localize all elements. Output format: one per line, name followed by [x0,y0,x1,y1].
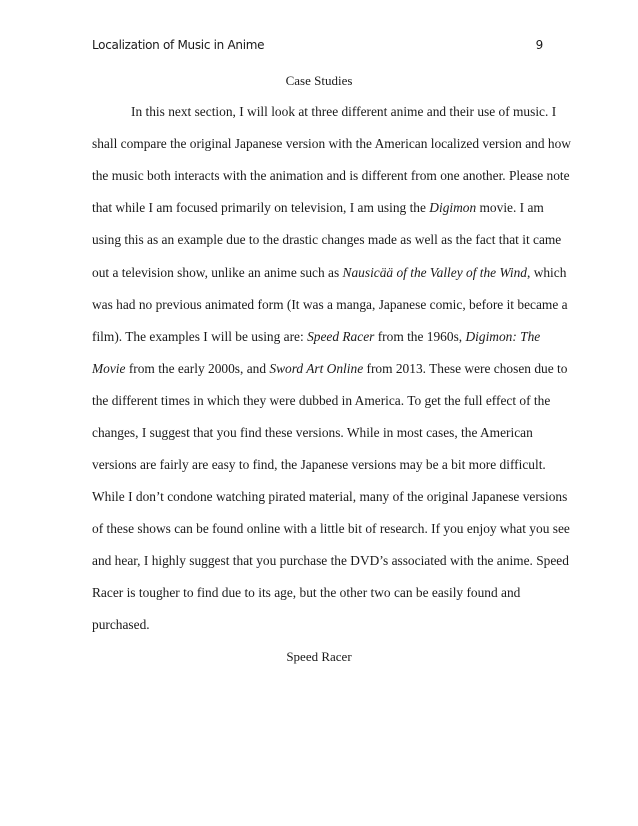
paragraph-line: using this as an example due to the drastic changes made as well as the fact that it came [92,232,562,247]
running-title: Localization of Music in Anime [92,38,265,52]
paragraph-line: and hear, I highly suggest that you purchase the DVD’s associated with the anime. Speed [92,553,569,568]
paragraph-line: the different times in which they were dubbed in America. To get the full effect of the [92,393,551,408]
paragraph-line: Movie from the early 2000s, and Sword Art Online from 2013. These were chosen due to [92,361,568,376]
paragraph-line: In this next section, I will look at three different anime and their use of music. I [131,104,557,119]
paragraph-line: of these shows can be found online with a little bit of research. If you enjoy what you see [92,521,570,536]
subsection-title: Speed Racer [286,649,352,664]
section-title: Case Studies [285,73,353,88]
paragraph-line: that while I am focused primarily on television, I am using the Digimon movie. I am [92,200,544,215]
paragraph-line: shall compare the original Japanese version with the American localized version and how [92,136,571,151]
paragraph-line: was had no previous animated form (It was a manga, Japanese comic, before it became a [92,297,568,312]
paragraph-line: While I don’t condone watching pirated material, many of the original Japanese versions [92,489,568,504]
paragraph-line: out a television show, unlike an anime such as Nausicää of the Valley of the Wind, which [92,265,567,280]
paragraph-line: film). The examples I will be using are: Speed Racer from the 1960s, Digimon: The [92,329,541,344]
running-header [92,37,546,53]
paragraph-line: Racer is tougher to find due to its age, but the other two can be easily found and [92,585,521,600]
paragraph-line: purchased. [92,617,150,632]
page-number: 9 [535,38,543,52]
paragraph-line: versions are fairly are easy to find, the Japanese versions may be a bit more difficult. [92,457,546,472]
paragraph-line: changes, I suggest that you find these versions. While in most cases, the American [92,425,533,440]
paragraph-line: the music both interacts with the animation and is different from one another. Please note [92,168,570,183]
